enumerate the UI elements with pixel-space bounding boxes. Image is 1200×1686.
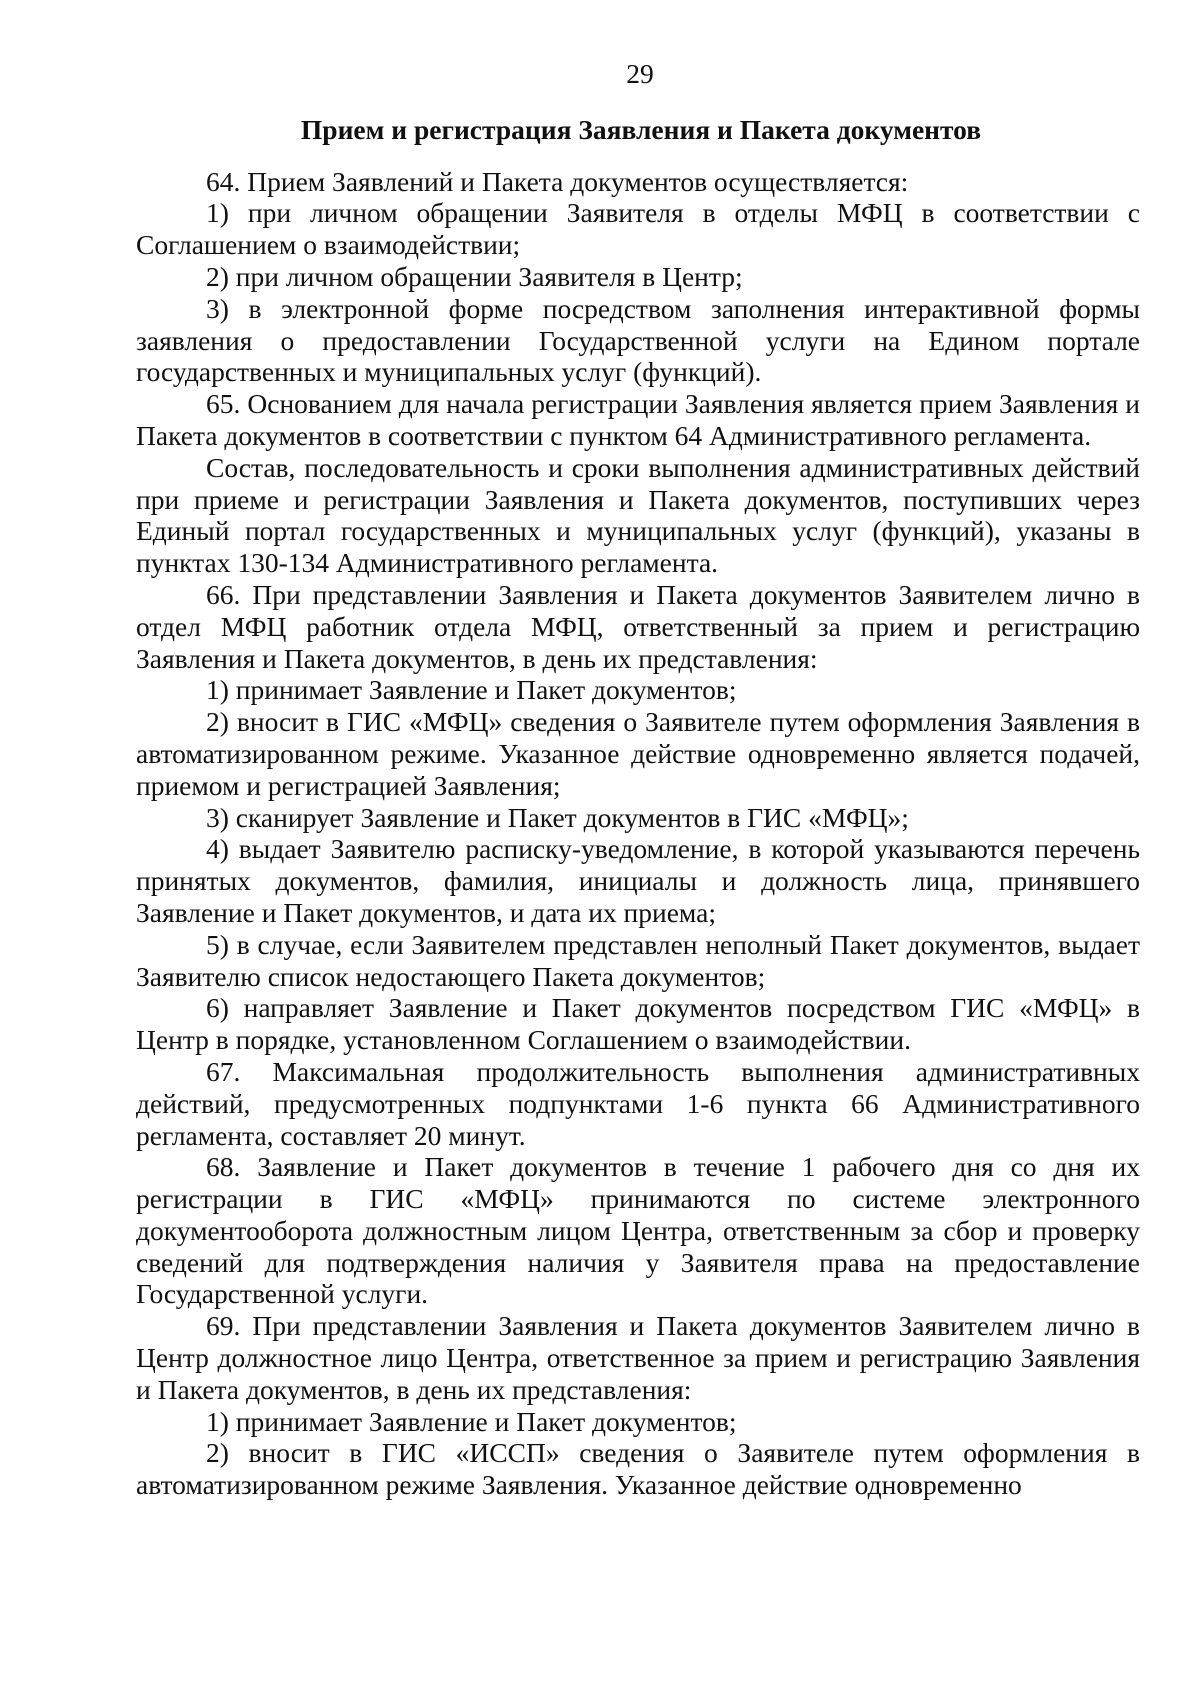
paragraph-64-item-3: 3) в электронной форме посредством заполнения интерактивной формы заявления о предоставлении Государственной услуги на Едином портале государственных и муниципальных услуг (функций).	[136, 292, 1140, 388]
paragraph-65-composition: Состав, последовательность и сроки выполнения административных действий при приеме и регистрации Заявления и Пакета документов, поступивших через Единый портал государственных и муниципальных услуг (функций), указаны в пунктах 130-134 Административного регламента.	[136, 451, 1140, 579]
section-title: Прием и регистрация Заявления и Пакета документов	[300, 113, 982, 145]
paragraph-67: 67. Максимальная продолжительность выполнения административных действий, предусмотренных подпунктами 1-6 пункта 66 Административного регламента, составляет 20 минут.	[136, 1055, 1140, 1151]
paragraph-66-item-3: 3) сканирует Заявление и Пакет документов в ГИС «МФЦ»;	[206, 801, 909, 833]
paragraph-66-item-5: 5) в случае, если Заявителем представлен неполный Пакет документов, выдает Заявителю список недостающего Пакета документов;	[136, 928, 1140, 992]
paragraph-66-item-2: 2) вносит в ГИС «МФЦ» сведения о Заявителе путем оформления Заявления в автоматизированном режиме. Указанное действие одновременно является подачей, приемом и регистрацией Заявления;	[136, 706, 1140, 801]
paragraph-65: 65. Основанием для начала регистрации Заявления является прием Заявления и Пакета документов в соответствии с пунктом 64 Административного регламента.	[136, 388, 1140, 451]
paragraph-69-item-2: 2) вносит в ГИС «ИССП» сведения о Заявителе путем оформления в автоматизированном режиме Заявления. Указанное действие одновременно	[136, 1437, 1140, 1501]
paragraph-68: 68. Заявление и Пакет документов в течение 1 рабочего дня со дня их регистрации в ГИС «МФЦ» принимаются по системе электронного документооборота должностным лицом Центра, ответственным за сбор и проверку сведений для подтверждения наличия у Заявителя права на предоставление Государственной услуги.	[136, 1151, 1140, 1310]
paragraph-69-item-1: 1) принимает Заявление и Пакет документов;	[206, 1405, 737, 1437]
paragraph-66-item-4: 4) выдает Заявителю расписку-уведомление, в которой указываются перечень принятых документов, фамилия, инициалы и должность лица, принявшего Заявление и Пакет документов, и дата их приема;	[136, 833, 1140, 928]
paragraph-69: 69. При представлении Заявления и Пакета документов Заявителем лично в Центр должностное лицо Центра, ответственное за прием и регистрацию Заявления и Пакета документов, в день их представления:	[136, 1310, 1140, 1405]
paragraph-66-item-6: 6) направляет Заявление и Пакет документов посредством ГИС «МФЦ» в Центр в порядке, установленном Соглашением о взаимодействии.	[136, 992, 1140, 1056]
paragraph-66-item-1: 1) принимает Заявление и Пакет документов;	[206, 674, 737, 706]
paragraph-64-item-2: 2) при личном обращении Заявителя в Центр;	[206, 260, 743, 292]
paragraph-66: 66. При представлении Заявления и Пакета документов Заявителем лично в отдел МФЦ работник отдела МФЦ, ответственный за прием и регистрацию Заявления и Пакета документов, в день их представления:	[136, 578, 1140, 674]
paragraph-64-item-1: 1) при личном обращении Заявителя в отделы МФЦ в соответствии с Соглашением о взаимодействии;	[136, 197, 1140, 261]
paragraph-64: 64. Прием Заявлений и Пакета документов осуществляется:	[206, 165, 909, 197]
page-number: 29	[626, 58, 654, 89]
